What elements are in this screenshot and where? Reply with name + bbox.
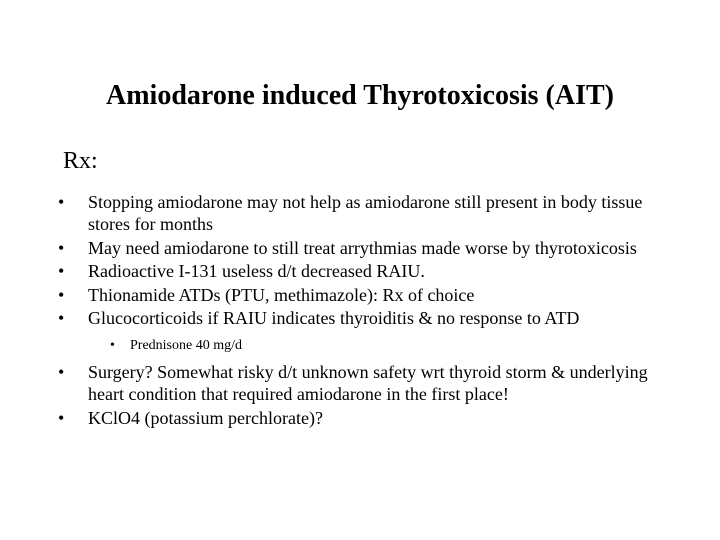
bullet-text: KClO4 (potassium perchlorate)? <box>88 407 323 428</box>
bullet-icon: • <box>58 308 65 329</box>
bullet-item <box>58 237 688 259</box>
bullet-icon: • <box>58 362 65 383</box>
bullet-text: Radioactive I-131 useless d/t decreased RAIU. <box>88 261 425 282</box>
bullet-item <box>58 260 688 282</box>
bullet-text: Thionamide ATDs (PTU, methimazole): Rx of choice <box>88 284 475 305</box>
bullet-text: Glucocorticoids if RAIU indicates thyroiditis & no response to ATD <box>88 308 580 329</box>
bullet-text: Stopping amiodarone may not help as amiodarone still present in body tissue stores for months <box>88 192 643 234</box>
bullet-item <box>58 407 688 429</box>
bullet-icon: • <box>58 192 65 212</box>
bullet-item <box>58 284 688 306</box>
bullet-list <box>58 191 688 431</box>
bullet-icon: • <box>58 261 65 282</box>
sub-bullet-text: Prednisone 40 mg/d <box>130 338 242 354</box>
bullet-item <box>58 191 688 235</box>
sub-bullet-item <box>58 337 688 355</box>
bullet-icon: • <box>58 407 65 428</box>
bullet-item <box>58 361 688 405</box>
bullet-text: May need amiodarone to still treat arrythmias made worse by thyrotoxicosis <box>88 237 637 258</box>
bullet-item <box>58 307 688 329</box>
section-heading: Rx: <box>63 148 98 174</box>
slide-title: Amiodarone induced Thyrotoxicosis (AIT) <box>106 80 614 111</box>
bullet-text: Surgery? Somewhat risky d/t unknown safety wrt thyroid storm & underlying heart condition that required amiodarone in the first place! <box>88 362 648 405</box>
bullet-icon: • <box>58 284 65 305</box>
bullet-icon: • <box>58 237 65 258</box>
sub-bullet-icon: • <box>110 338 115 354</box>
